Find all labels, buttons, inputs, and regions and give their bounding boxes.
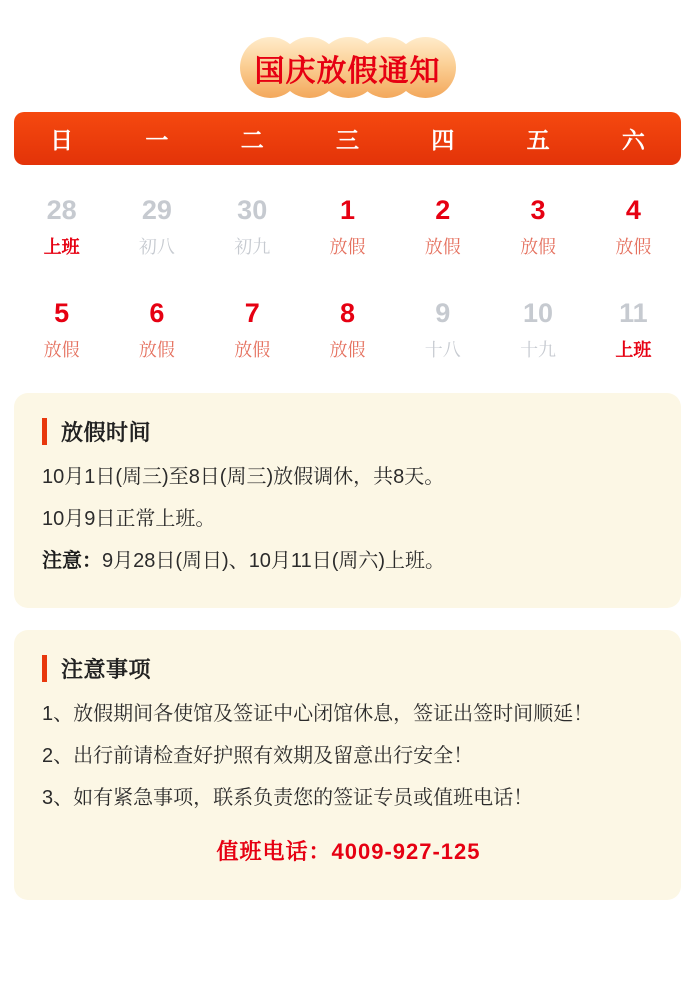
day-number: 29 xyxy=(141,195,172,225)
note-text: 9月28日(周日)、10月11日(周六)上班。 xyxy=(102,550,446,572)
calendar-day-cell xyxy=(205,197,300,256)
day-status-label: 十八 xyxy=(424,340,461,360)
calendar-day-cell xyxy=(14,197,109,256)
day-status-label: 放假 xyxy=(424,237,461,257)
page-title: 国庆放假通知 xyxy=(254,54,441,88)
calendar-day-cell xyxy=(205,300,300,359)
day-number: 11 xyxy=(619,298,648,328)
day-number: 4 xyxy=(625,195,641,225)
holiday-time-line: 10月1日(周三)至8日(周三)放假调休，共8天。 xyxy=(42,466,445,488)
day-number: 10 xyxy=(523,298,554,328)
notes-item: 2、出行前请检查好护照有效期及留意出行安全！ xyxy=(42,745,474,767)
calendar-day-cell xyxy=(300,197,395,256)
day-status-label: 放假 xyxy=(234,340,271,360)
calendar-day-cell xyxy=(109,300,204,359)
day-number: 2 xyxy=(435,195,451,225)
holiday-time-section xyxy=(14,393,681,608)
title-badge xyxy=(240,37,456,98)
day-status-label: 放假 xyxy=(520,237,557,257)
section-title-row xyxy=(42,416,655,447)
day-status-label: 初九 xyxy=(234,237,271,257)
calendar-day-cell xyxy=(586,197,681,256)
weekday-label-tue: 二 xyxy=(240,127,264,153)
calendar-day-cell xyxy=(109,197,204,256)
day-number: 8 xyxy=(339,298,355,328)
calendar-day-cell xyxy=(395,197,490,256)
section-title: 注意事项 xyxy=(61,657,152,682)
day-status-label: 上班 xyxy=(43,237,80,257)
note-prefix: 注意： xyxy=(42,550,102,572)
duty-phone-line xyxy=(42,831,655,874)
duty-phone-label: 值班电话： xyxy=(216,839,332,864)
day-number: 28 xyxy=(46,195,77,225)
notes-section xyxy=(14,630,681,900)
calendar-row xyxy=(14,300,681,359)
day-number: 7 xyxy=(244,298,260,328)
calendar-day-cell xyxy=(395,300,490,359)
section-accent-bar xyxy=(42,418,47,445)
day-status-label: 上班 xyxy=(615,340,652,360)
notes-item: 1、放假期间各使馆及签证中心闭馆休息，签证出签时间顺延！ xyxy=(42,703,594,725)
weekday-label-mon: 一 xyxy=(145,127,169,153)
weekday-label-wed: 三 xyxy=(335,127,359,153)
holiday-time-note xyxy=(42,540,655,582)
day-number: 5 xyxy=(54,298,70,328)
weekday-label-sat: 六 xyxy=(621,127,645,153)
section-title: 放假时间 xyxy=(61,420,152,445)
day-status-label: 初八 xyxy=(138,237,175,257)
calendar-day-cell xyxy=(300,300,395,359)
day-number: 30 xyxy=(237,195,268,225)
calendar-row xyxy=(14,197,681,256)
holiday-notice-page xyxy=(0,37,695,1001)
calendar-day-cell xyxy=(490,197,585,256)
calendar-weekday-header xyxy=(14,112,681,165)
holiday-time-line: 10月9日正常上班。 xyxy=(42,508,216,530)
day-status-label: 十九 xyxy=(520,340,557,360)
calendar-day-cell xyxy=(14,300,109,359)
day-number: 3 xyxy=(530,195,546,225)
day-status-label: 放假 xyxy=(329,237,366,257)
calendar-day-cell xyxy=(490,300,585,359)
day-status-label: 放假 xyxy=(138,340,175,360)
day-number: 9 xyxy=(435,298,451,328)
calendar-day-cell xyxy=(586,300,681,359)
day-status-label: 放假 xyxy=(329,340,366,360)
weekday-label-fri: 五 xyxy=(526,127,550,153)
notes-item: 3、如有紧急事项，联系负责您的签证专员或值班电话！ xyxy=(42,787,534,809)
weekday-label-sun: 日 xyxy=(50,127,74,153)
day-number: 6 xyxy=(149,298,165,328)
section-accent-bar xyxy=(42,655,47,682)
duty-phone-number: 4009-927-125 xyxy=(331,839,481,864)
day-status-label: 放假 xyxy=(615,237,652,257)
weekday-label-thu: 四 xyxy=(431,127,455,153)
day-status-label: 放假 xyxy=(43,340,80,360)
section-title-row xyxy=(42,653,655,684)
day-number: 1 xyxy=(339,195,355,225)
